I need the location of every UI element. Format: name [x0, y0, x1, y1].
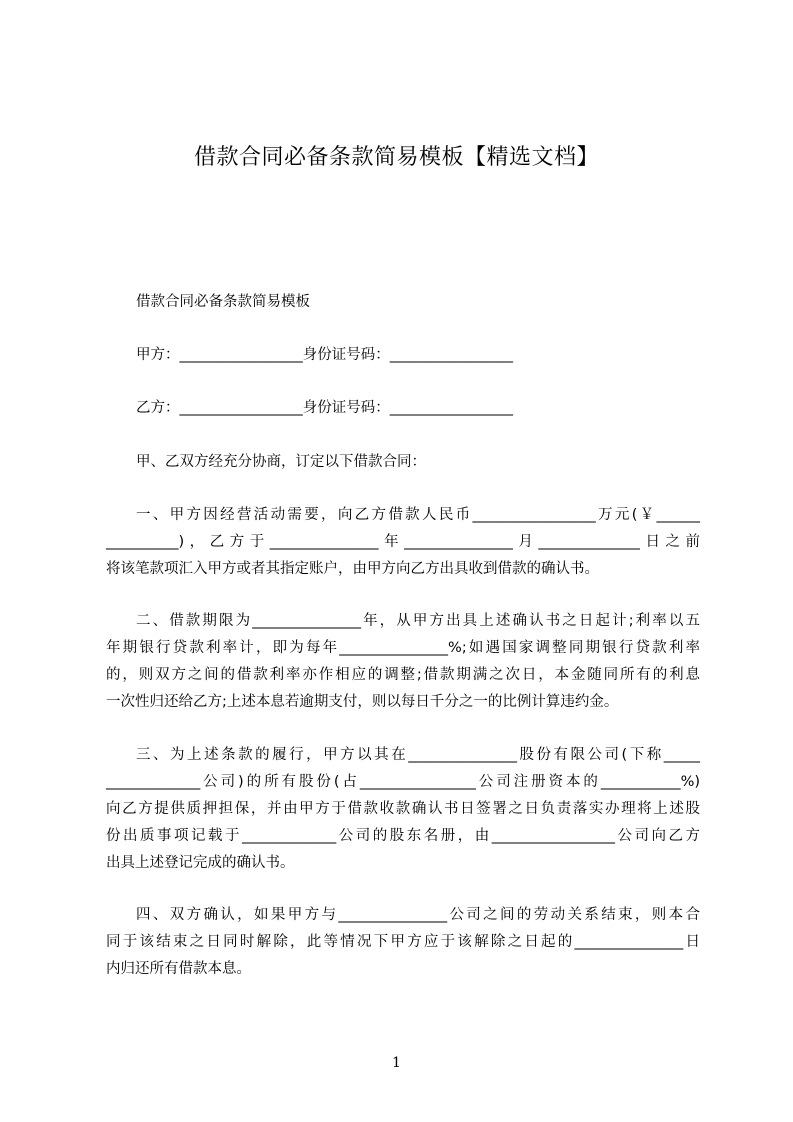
- clause3-line: 向乙方提供质押担保，并由甲方于借款收款确认书日签署之日负责落实办理将上述股: [106, 801, 700, 817]
- clause1-line: 将该笔款项汇入甲方或者其指定账户，由甲方向乙方出具收到借款的确认书。: [106, 561, 599, 577]
- clause3-line: _____________公司)的所有股份(占________________公司注册资本的___________%): [106, 774, 700, 790]
- clause1-line: __________)，乙方于_______________年_______________月______________日之前: [106, 534, 700, 550]
- party-b-line: 乙方：_________________身份证号码：_________________: [136, 400, 513, 416]
- document-title: 借款合同必备条款简易模板【精选文档】: [193, 145, 599, 170]
- clause4-line: 同于该结束之日同时解除，此等情况下甲方应于该解除之日起的_______________日: [106, 934, 700, 950]
- clause2-line: 年期银行贷款利率计，即为每年_______________%;如遇国家调整同期银行贷款利率: [106, 640, 700, 656]
- subtitle: 借款合同必备条款简易模板: [136, 294, 310, 310]
- clause3-line: 出具上述登记完成的确认书。: [106, 855, 295, 871]
- clause2-line: 的，则双方之间的借款利率亦作相应的调整;借款期满之次日，本金随同所有的利息: [106, 667, 700, 683]
- intro-paragraph: 甲、乙双方经充分协商，订定以下借款合同：: [136, 454, 426, 470]
- party-a-line: 甲方：_________________身份证号码：_________________: [136, 347, 513, 363]
- clause4-line: 四、双方确认，如果甲方与_______________公司之间的劳动关系结束，则本合: [136, 907, 700, 923]
- clause1-line: 一、甲方因经营活动需要，向乙方借款人民币_________________万元(￥______: [136, 507, 700, 523]
- clause2-line: 二、借款期限为_______________年，从甲方出具上述确认书之日起计;利率以五: [136, 613, 700, 629]
- clause2-line: 一次性归还给乙方;上述本息若逾期支付，则以每日千分之一的比例计算违约金。: [106, 694, 619, 710]
- clause3-line: 三、为上述条款的履行，甲方以其在_______________股份有限公司(下称_____: [136, 747, 700, 763]
- clause4-line: 内归还所有借款本息。: [106, 961, 251, 977]
- page-number: 1: [392, 1055, 401, 1071]
- clause3-line: 份出质事项记载于_____________公司的股东名册，由_________________公司向乙方: [106, 828, 700, 844]
